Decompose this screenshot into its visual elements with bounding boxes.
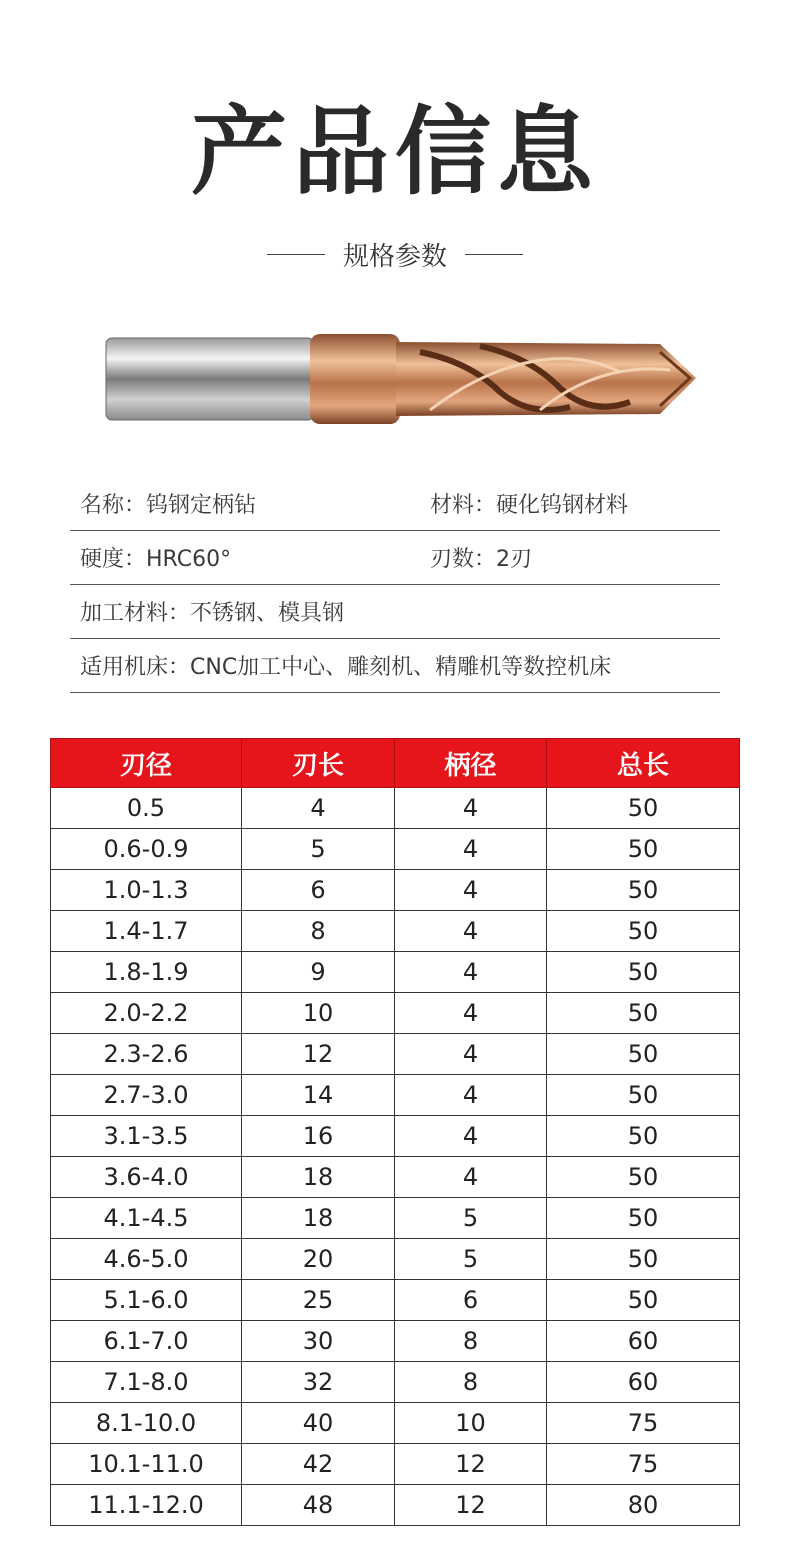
table-cell: 50 <box>547 1198 740 1239</box>
table-cell: 6.1-7.0 <box>51 1321 242 1362</box>
table-cell: 4 <box>395 829 547 870</box>
table-cell: 50 <box>547 788 740 829</box>
table-row <box>51 1362 740 1403</box>
table-cell: 14 <box>242 1075 395 1116</box>
page-title: 产品信息 <box>191 96 599 208</box>
table-cell: 4 <box>395 1157 547 1198</box>
table-row <box>51 1485 740 1526</box>
info-row-name-material <box>70 477 720 531</box>
table-cell: 1.8-1.9 <box>51 952 242 993</box>
table-cell: 4.6-5.0 <box>51 1239 242 1280</box>
table-cell: 4 <box>395 952 547 993</box>
table-cell: 6 <box>395 1280 547 1321</box>
table-cell: 8 <box>242 911 395 952</box>
table-cell: 2.0-2.2 <box>51 993 242 1034</box>
table-row <box>51 870 740 911</box>
table-cell: 5.1-6.0 <box>51 1280 242 1321</box>
table-row <box>51 1321 740 1362</box>
info-row-hardness-flutes <box>70 531 720 585</box>
column-header: 柄径 <box>395 739 547 788</box>
table-row <box>51 1116 740 1157</box>
table-cell: 4 <box>242 788 395 829</box>
product-machines: 适用机床：CNC加工中心、雕刻机、精雕机等数控机床 <box>80 655 612 680</box>
table-cell: 12 <box>242 1034 395 1075</box>
info-row-machines <box>70 639 720 693</box>
subtitle-row <box>0 236 790 272</box>
table-cell: 60 <box>547 1362 740 1403</box>
table-cell: 3.6-4.0 <box>51 1157 242 1198</box>
column-header: 刃长 <box>242 739 395 788</box>
table-row <box>51 829 740 870</box>
table-cell: 11.1-12.0 <box>51 1485 242 1526</box>
table-row <box>51 1403 740 1444</box>
table-cell: 0.5 <box>51 788 242 829</box>
table-cell: 2.3-2.6 <box>51 1034 242 1075</box>
table-cell: 18 <box>242 1157 395 1198</box>
product-flutes: 刃数：2刃 <box>430 547 532 572</box>
column-header: 总长 <box>547 739 740 788</box>
table-cell: 10.1-11.0 <box>51 1444 242 1485</box>
table-cell: 50 <box>547 993 740 1034</box>
table-cell: 4 <box>395 788 547 829</box>
table-cell: 60 <box>547 1321 740 1362</box>
product-name: 名称：钨钢定柄钻 <box>80 493 257 518</box>
table-cell: 12 <box>395 1444 547 1485</box>
table-cell: 25 <box>242 1280 395 1321</box>
table-cell: 4 <box>395 993 547 1034</box>
table-cell: 5 <box>395 1198 547 1239</box>
table-cell: 50 <box>547 1075 740 1116</box>
table-row <box>51 1444 740 1485</box>
table-row <box>51 1034 740 1075</box>
table-cell: 10 <box>242 993 395 1034</box>
table-cell: 50 <box>547 829 740 870</box>
table-cell: 12 <box>395 1485 547 1526</box>
table-cell: 8 <box>395 1362 547 1403</box>
spec-info-list <box>70 477 720 693</box>
table-cell: 2.7-3.0 <box>51 1075 242 1116</box>
info-row-workpiece <box>70 585 720 639</box>
table-cell: 8.1-10.0 <box>51 1403 242 1444</box>
table-cell: 50 <box>547 1280 740 1321</box>
table-cell: 50 <box>547 870 740 911</box>
divider-left <box>267 254 325 255</box>
table-cell: 7.1-8.0 <box>51 1362 242 1403</box>
product-hardness: 硬度：HRC60° <box>80 547 232 572</box>
table-cell: 8 <box>395 1321 547 1362</box>
table-cell: 4.1-4.5 <box>51 1198 242 1239</box>
divider-right <box>465 254 523 255</box>
table-cell: 3.1-3.5 <box>51 1116 242 1157</box>
table-cell: 75 <box>547 1444 740 1485</box>
table-cell: 80 <box>547 1485 740 1526</box>
table-row <box>51 788 740 829</box>
table-cell: 5 <box>242 829 395 870</box>
table-cell: 75 <box>547 1403 740 1444</box>
table-row <box>51 1280 740 1321</box>
drill-bit-image <box>100 322 700 432</box>
product-material: 材料：硬化钨钢材料 <box>430 493 629 518</box>
table-cell: 4 <box>395 1075 547 1116</box>
table-cell: 42 <box>242 1444 395 1485</box>
table-cell: 20 <box>242 1239 395 1280</box>
table-cell: 4 <box>395 1034 547 1075</box>
table-row <box>51 1075 740 1116</box>
table-cell: 1.4-1.7 <box>51 911 242 952</box>
table-row <box>51 1239 740 1280</box>
table-row <box>51 911 740 952</box>
table-cell: 50 <box>547 1157 740 1198</box>
table-header-row <box>51 739 740 788</box>
table-cell: 50 <box>547 1116 740 1157</box>
section-subtitle: 规格参数 <box>342 241 447 272</box>
table-cell: 48 <box>242 1485 395 1526</box>
table-cell: 50 <box>547 1239 740 1280</box>
table-cell: 16 <box>242 1116 395 1157</box>
table-cell: 50 <box>547 911 740 952</box>
table-row <box>51 952 740 993</box>
table-row <box>51 993 740 1034</box>
table-cell: 30 <box>242 1321 395 1362</box>
column-header: 刃径 <box>51 739 242 788</box>
spec-table <box>50 738 740 1526</box>
table-cell: 4 <box>395 1116 547 1157</box>
table-cell: 4 <box>395 911 547 952</box>
table-cell: 0.6-0.9 <box>51 829 242 870</box>
table-row <box>51 1157 740 1198</box>
table-cell: 40 <box>242 1403 395 1444</box>
table-cell: 32 <box>242 1362 395 1403</box>
table-cell: 50 <box>547 952 740 993</box>
table-cell: 9 <box>242 952 395 993</box>
table-cell: 5 <box>395 1239 547 1280</box>
table-cell: 50 <box>547 1034 740 1075</box>
table-cell: 1.0-1.3 <box>51 870 242 911</box>
table-cell: 10 <box>395 1403 547 1444</box>
product-workpiece: 加工材料：不锈钢、模具钢 <box>80 601 345 626</box>
table-cell: 4 <box>395 870 547 911</box>
table-body <box>51 788 740 1526</box>
table-row <box>51 1198 740 1239</box>
table-cell: 18 <box>242 1198 395 1239</box>
table-cell: 6 <box>242 870 395 911</box>
